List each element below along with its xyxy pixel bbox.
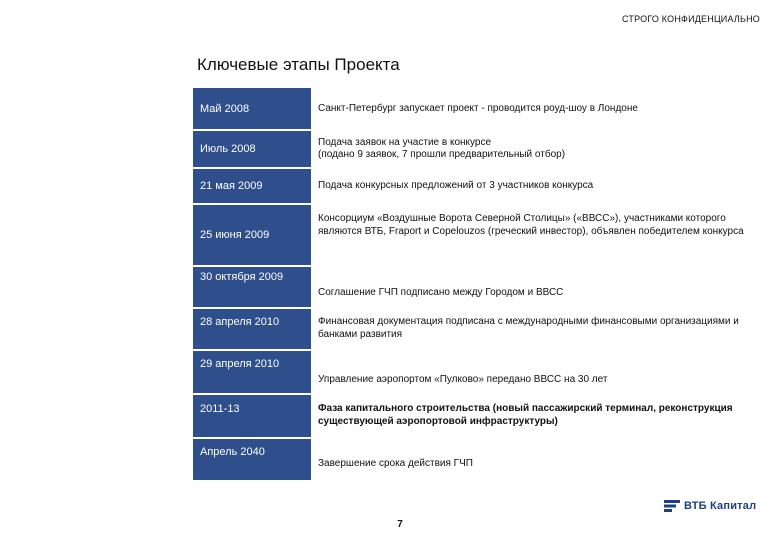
row-divider (193, 393, 311, 395)
milestone-description: Фаза капитального строительства (новый пассажирский терминал, реконструкция существующей аэропортовой инфраструктуры) (318, 403, 733, 427)
milestone-row (193, 88, 763, 130)
milestone-date: Июль 2008 (193, 130, 311, 168)
milestone-date: 25 июня 2009 (193, 204, 311, 266)
milestones-timeline (193, 88, 763, 480)
milestone-date: Май 2008 (193, 88, 311, 130)
milestone-description: Подача заявок на участие в конкурсе (подано 9 заявок, 7 прошли предварительный отбор) (318, 136, 566, 160)
milestone-row (193, 168, 763, 204)
milestone-date: 2011-13 (193, 394, 311, 438)
vtb-capital-logo (664, 500, 756, 512)
milestone-date: Апрель 2040 (193, 438, 311, 480)
milestone-row (193, 350, 763, 394)
milestone-description: Консорциум «Воздушные Ворота Северной Столицы» («ВВСС»), участниками которого являются ВТБ, Fraport и Copelouzos (греческий инвестор), объявлен победителем конкурса (318, 213, 744, 237)
milestone-row (193, 266, 763, 308)
row-divider (193, 167, 311, 169)
vtb-logo-icon (664, 500, 680, 512)
milestone-date: 30 октября 2009 (193, 266, 311, 308)
row-divider (193, 437, 311, 439)
milestone-row (193, 308, 763, 350)
page-number: 7 (397, 519, 403, 530)
confidential-label: СТРОГО КОНФИДЕНЦИАЛЬНО (622, 14, 760, 24)
row-divider (193, 307, 311, 309)
milestone-row (193, 438, 763, 480)
milestone-description: Санкт-Петербург запускает проект - проводится роуд-шоу в Лондоне (318, 102, 638, 114)
milestone-date: 29 апреля 2010 (193, 350, 311, 394)
row-divider (193, 129, 311, 131)
milestone-description: Финансовая документация подписана с международными финансовыми организациями и банками развития (318, 316, 739, 340)
milestone-row (193, 394, 763, 438)
milestone-date: 21 мая 2009 (193, 168, 311, 204)
row-divider (193, 265, 311, 267)
logo-text: ВТБ Капитал (684, 500, 757, 512)
page-title: Ключевые этапы Проекта (197, 55, 400, 74)
row-divider (193, 349, 311, 351)
milestone-date: 28 апреля 2010 (193, 308, 311, 350)
milestone-description: Соглашение ГЧП подписано между Городом и ВВСС (318, 286, 564, 298)
milestone-row (193, 204, 763, 266)
milestone-row (193, 130, 763, 168)
milestone-description: Управление аэропортом «Пулково» передано ВВСС на 30 лет (318, 373, 608, 385)
row-divider (193, 203, 311, 205)
milestone-description: Завершение срока действия ГЧП (318, 457, 473, 469)
milestone-description: Подача конкурсных предложений от 3 участников конкурса (318, 179, 594, 191)
